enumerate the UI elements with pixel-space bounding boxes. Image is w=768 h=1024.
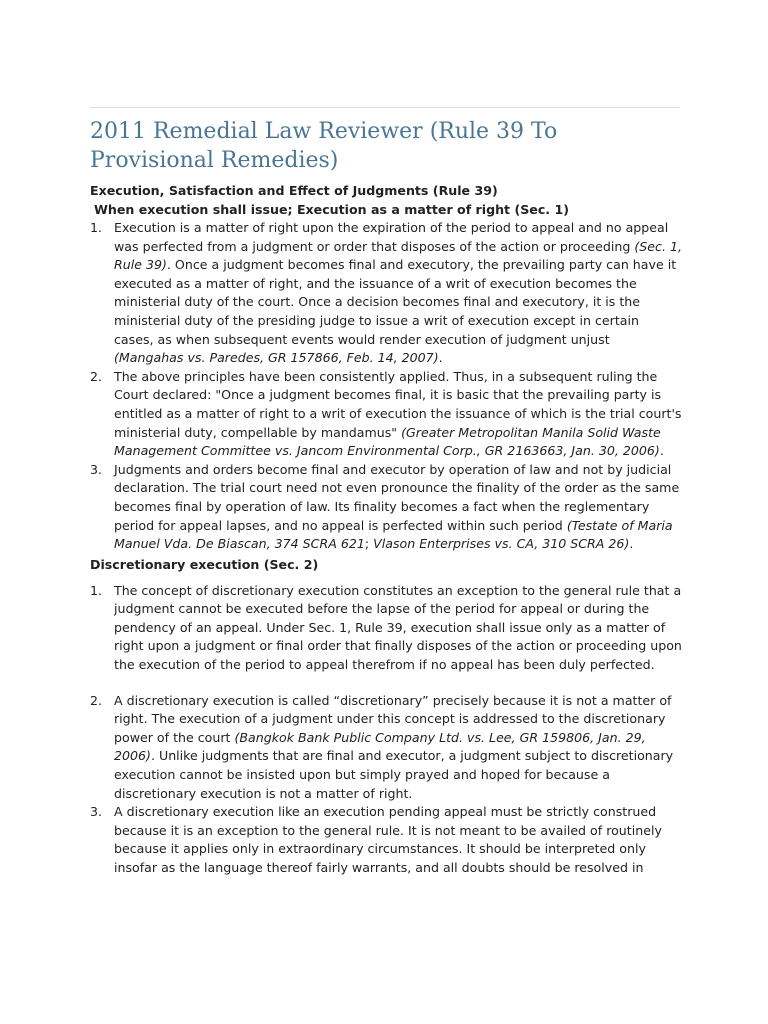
item-text: . Once a judgment becomes final and executory, the prevailing party can have it executed as a matter of right, and the issuance of a writ of execution becomes the ministerial duty of the court. Once a decision becomes final and executory, it is the ministerial duty of the presiding judge to issue a writ of execution except in certain cases, as when subsequent events would render execution of judgment unjust: [114, 257, 677, 347]
item-text: .: [659, 443, 664, 459]
list-item: [90, 692, 682, 804]
item-text: Judgments and orders become final and executor by operation of law and not by judicial declaration. The trial court need not even pronounce the finality of the order as the same becomes final by operation of law. Its finality becomes a fact when the reglementary period for appeal lapses, and no appeal is perfected within such period: [114, 461, 680, 533]
item-text: .: [438, 350, 443, 366]
item-text: A discretionary execution like an execution pending appeal must be strictly construed because it is an exception to the general rule. It is not meant to be availed of routinely because it applies only in extraordinary circumstances. It should be interpreted only insofar as the language thereof fairly warrants, and all doubts should be resolved in: [114, 804, 662, 875]
citation: (Sec. 1, Rule 39): [114, 238, 682, 273]
list-item: [90, 803, 682, 877]
list-number: 1.: [90, 220, 103, 235]
list-number: 2.: [90, 692, 103, 708]
list-number: 2.: [90, 368, 103, 384]
citation: Vlason Enterprises vs. CA, 310 SCRA 26): [373, 536, 630, 552]
top-divider: [90, 107, 680, 108]
section-heading-rule-39: Execution, Satisfaction and Effect of Judgments (Rule 39): [90, 183, 498, 198]
item-text: A discretionary execution is called “discretionary” precisely because it is not a matter of right. The execution of a judgment under this concept is addressed to the discretionary power of the court: [114, 692, 672, 745]
citation: (Greater Metropolitan Manila Solid Waste Management Committee vs. Jancom Environmental Corp., GR 2163663, Jan. 30, 2006): [114, 424, 661, 459]
citation: (Mangahas vs. Paredes, GR 157866, Feb. 14, 2007): [114, 350, 439, 366]
sec-1-list: [90, 219, 682, 554]
list-number: 1.: [90, 582, 103, 598]
citation: (Testate of Maria Manuel Vda. De Biascan, 374 SCRA 621: [114, 517, 673, 552]
document-title: 2011 Remedial Law Reviewer (Rule 39 To Provisional Remedies): [90, 119, 558, 173]
list-item: [90, 219, 682, 368]
citation: (Bangkok Bank Public Company Ltd. vs. Lee, GR 159806, Jan. 29, 2006): [114, 729, 646, 764]
sec-2-list: [90, 582, 682, 878]
document-body: [90, 181, 682, 878]
item-text: Execution is a matter of right upon the expiration of the period to appeal and no appeal was perfected from a judgment or order that disposes of the action or proceeding: [114, 220, 669, 254]
list-number: 3.: [90, 461, 103, 477]
subsection-heading-sec-1: When execution shall issue; Execution as a matter of right (Sec. 1): [94, 202, 569, 217]
item-text: The above principles have been consistently applied. Thus, in a subsequent ruling the Court declared: "Once a judgment becomes final, it is basic that the prevailing party is entitled as a matter of right to a writ of execution the issuance of which is the trial court's ministerial duty, compellable by mandamus": [114, 368, 682, 440]
list-number: 3.: [90, 804, 103, 820]
item-text: . Unlike judgments that are final and executor, a judgment subject to discretionary execution cannot be insisted upon but simply prayed and hoped for because a discretionary execution is not a matter of right.: [114, 748, 674, 801]
list-item: [90, 582, 682, 675]
list-item: [90, 461, 682, 554]
section-heading-sec-2: Discretionary execution (Sec. 2): [90, 556, 319, 572]
item-text: The concept of discretionary execution constitutes an exception to the general rule that a judgment cannot be executed before the lapse of the period for appeal or during the pendency of an appeal. Under Sec. 1, Rule 39, execution shall issue only as a matter of right upon a judgment or final order that finally disposes of the action or proceeding upon the execution of the period to appeal therefrom if no appeal has been duly perfected.: [114, 582, 682, 673]
item-text: ;: [364, 536, 374, 552]
item-text: .: [629, 536, 634, 552]
list-item: [90, 368, 682, 461]
